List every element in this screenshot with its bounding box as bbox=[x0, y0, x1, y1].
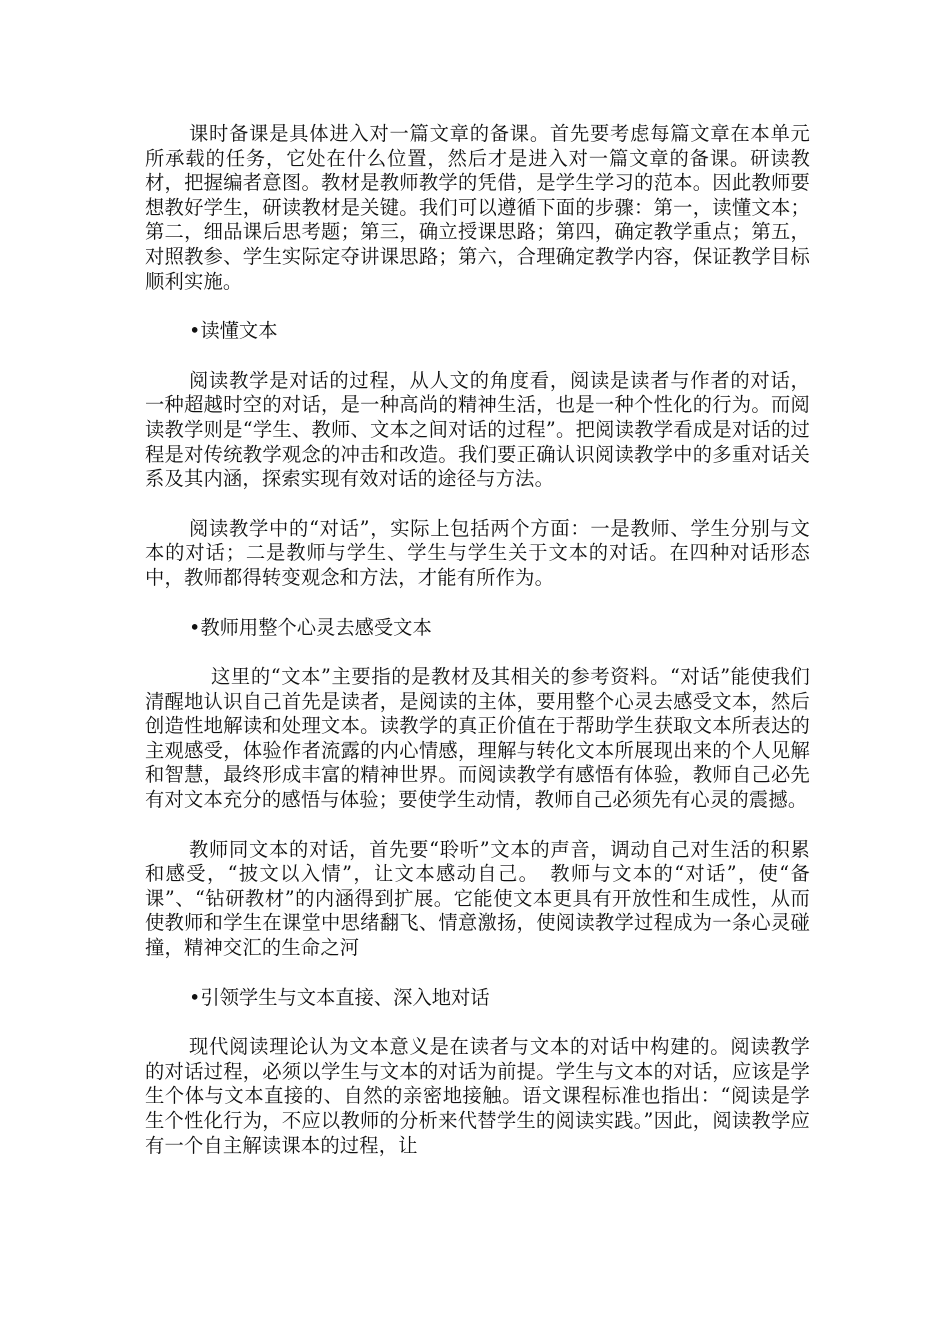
heading-teacher-feel-text: •教师用整个心灵去感受文本 bbox=[189, 615, 432, 639]
paragraph-modern-theory: 现代阅读理论认为文本意义是在读者与文本的对话中构建的。阅读教学的对话过程，必须以学生与文本的对话为前提。学生与文本的对话，应该是学生个体与文本直接的、自然的亲密地接触。语文课程标准也指出：“阅读是学生个性化行为，不应以教师的分析来代替学生的阅读实践。”因此，阅读教学应有一个自主解读课本的过程，让 bbox=[145, 1035, 810, 1157]
heading-read-text: •读懂文本 bbox=[189, 319, 278, 343]
paragraph-dialogue-aspects: 阅读教学中的“对话”，实际上包括两个方面：一是教师、学生分别与文本的对话；二是教师与学生、学生与学生关于文本的对话。在四种对话形态中，教师都得转变观念和方法，才能有所作为。 bbox=[145, 516, 810, 589]
heading-guide-students: •引领学生与文本直接、深入地对话 bbox=[189, 985, 490, 1009]
paragraph-lesson-prep: 课时备课是具体进入对一篇文章的备课。首先要考虑每篇文章在本单元所承载的任务，它处在什么位置，然后才是进入对一篇文章的备课。研读教材，把握编者意图。教材是教师教学的凭借，是学生学习的范本。因此教师要想教好学生，研读教材是关键。我们可以遵循下面的步骤：第一，读懂文本；第二，细品课后思考题；第三，确立授课思路；第四，确定教学重点；第五，对照教参、学生实际定夺讲课思路；第六，合理确定教学内容，保证教学目标顺利实施。 bbox=[145, 122, 810, 293]
document-page bbox=[145, 122, 810, 1158]
paragraph-dialogue-process: 阅读教学是对话的过程，从人文的角度看，阅读是读者与作者的对话，一种超越时空的对话，是一种高尚的精神生活，也是一种个性化的行为。而阅读教学则是“学生、教师、文本之间对话的过程”。把阅读教学看成是对话的过程是对传统教学观念的冲击和改造。我们要正确认识阅读教学中的多重对话关系及其内涵，探索实现有效对话的途径与方法。 bbox=[145, 368, 810, 491]
paragraph-teacher-dialogue: 教师同文本的对话，首先要“聆听”文本的声音，调动自己对生活的积累和感受，“披文以入情”，让文本感动自己。 教师与文本的“对话”，使“备课”、“钻研教材”的内涵得到扩展。它能使文本更具有开放性和生成性，从而使教师和学生在课堂中思绪翻飞、情意激扬，使阅读教学过程成为一条心灵碰撞，精神交汇的生命之河 bbox=[145, 837, 810, 960]
paragraph-text-meaning: 这里的“文本”主要指的是教材及其相关的参考资料。“对话”能使我们清醒地认识自己首先是读者，是阅读的主体，要用整个心灵去感受文本，然后创造性地解读和处理文本。读教学的真正价值在于帮助学生获取文本所表达的主观感受，体验作者流露的内心情感，理解与转化文本所展现出来的个人见解和智慧，最终形成丰富的精神世界。而阅读教学有感悟有体验，教师自己必先有对文本充分的感悟与体验；要使学生动情，教师自己必须先有心灵的震撼。 bbox=[145, 665, 810, 812]
